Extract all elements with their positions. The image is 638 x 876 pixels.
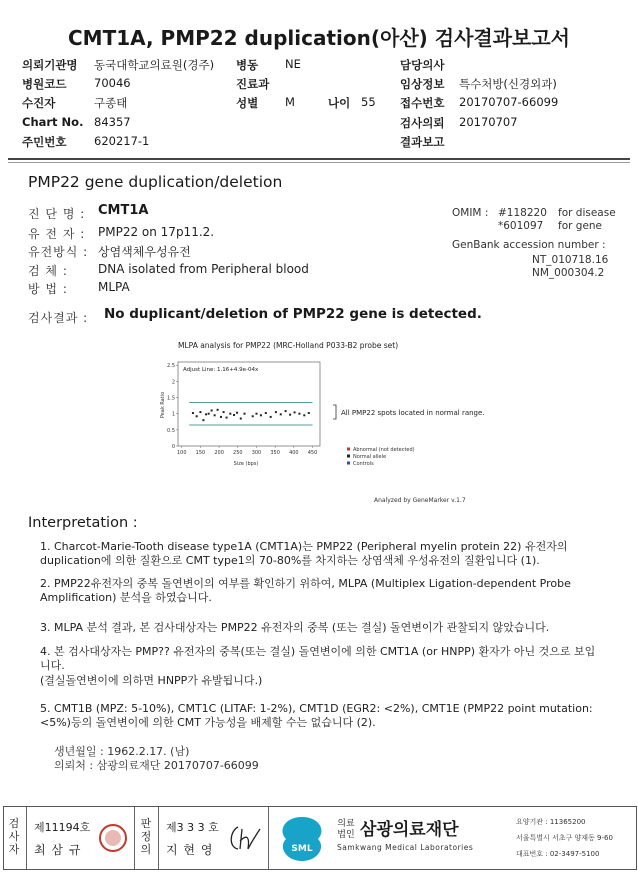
section-title: PMP22 gene duplication/deletion	[28, 173, 283, 191]
hospital-code-label: 병원코드	[22, 77, 67, 91]
data-point	[226, 417, 228, 419]
data-point	[214, 414, 216, 416]
y-tick-label: 2.5	[167, 363, 175, 370]
department-label: 진료과	[236, 77, 270, 91]
data-point	[208, 413, 210, 415]
interpretation-p4-note: (결실돌연변이에 의하면 HNPP가 유발됩니다.)	[40, 674, 263, 687]
y-axis-label: Peak Ratio	[160, 391, 166, 419]
sml-logo-text: SML	[291, 844, 313, 854]
omim-label: OMIM :	[452, 207, 489, 219]
omim-id1: #118220	[498, 207, 547, 219]
gene-value: PMP22 on 17p11.2.	[98, 225, 215, 239]
interpretation-p4: 4. 본 검사대상자는 PMP?? 유전자의 중복(또는 결실) 돌연변이에 의한 CMT1A (or HNPP) 환자가 아닌 것으로 보입니다.	[40, 645, 596, 672]
clinical-info-label: 임상정보	[400, 77, 445, 91]
data-point	[280, 413, 282, 415]
data-point	[192, 412, 194, 414]
report-footer	[3, 806, 637, 870]
gene-label: 유 전 자 :	[28, 227, 86, 241]
omim-desc1: for disease	[558, 207, 616, 219]
doctor-label: 담당의사	[400, 58, 445, 72]
resident-no-value: 620217-1	[94, 134, 150, 148]
institution-label: 의뢰기관명	[22, 58, 78, 72]
ward-value: NE	[285, 57, 301, 71]
recipient-value: 구종태	[94, 96, 128, 110]
mlpa-chart	[140, 335, 520, 505]
data-point	[229, 413, 231, 415]
data-point	[217, 409, 219, 411]
sex-value: M	[285, 95, 295, 109]
reviewer-license: 제3 3 3 호	[166, 821, 219, 834]
interpretation-title: Interpretation :	[28, 515, 138, 531]
requester: 의뢰처 : 삼광의료재단 20170707-66099	[54, 759, 259, 772]
chart-no-value: 84357	[94, 115, 131, 129]
legend-label: Normal allele	[353, 454, 387, 460]
org-english-name: Samkwang Medical Laboratories	[337, 843, 474, 852]
data-point	[244, 413, 246, 415]
diagnosis-label: 진 단 명 :	[28, 207, 86, 221]
data-point	[223, 411, 225, 413]
x-axis-label: Size (bps)	[233, 461, 259, 467]
interpretation-p3: 3. MLPA 분석 결과, 본 검사대상자는 PMP22 유전자의 중복 (또는 결실) 돌연변이가 관찰되지 않았습니다.	[40, 621, 550, 634]
recipient-label: 수진자	[22, 96, 56, 110]
institution-code: 요양기관 : 11365200	[516, 818, 586, 826]
org-address: 서울특별시 서초구 양재동 9-60	[516, 834, 613, 842]
inheritance-label: 유전방식 :	[28, 245, 89, 259]
institution-value: 동국대학교의료원(경주)	[94, 58, 215, 72]
data-point	[275, 411, 277, 413]
footer-divider	[158, 807, 159, 869]
specimen-value: DNA isolated from Peripheral blood	[98, 262, 309, 276]
footer-divider	[134, 807, 135, 869]
sex-label: 성별	[236, 96, 259, 110]
data-point	[240, 418, 242, 420]
x-tick-label: 350	[270, 450, 280, 456]
reviewer-label: 판정의	[140, 817, 152, 856]
examiner-seal	[98, 823, 128, 853]
clinical-info-value: 특수처방(신경외과)	[459, 77, 557, 91]
data-point	[308, 412, 310, 414]
bracket	[333, 405, 336, 419]
inheritance-value: 상염색체우성유전	[98, 245, 191, 259]
legend-label: Abnormal (not detected)	[353, 447, 415, 453]
data-point	[285, 410, 287, 412]
chart-title: MLPA analysis for PMP22 (MRC-Holland P033-B2 probe set)	[178, 341, 399, 350]
header-divider	[8, 158, 630, 160]
y-tick-label: 0	[171, 444, 175, 450]
org-type: 의료법인	[337, 819, 355, 840]
legend-swatch	[347, 455, 350, 458]
examiner-name: 최 삼 규	[34, 843, 82, 857]
x-tick-label: 300	[251, 450, 262, 456]
x-tick-label: 250	[233, 450, 243, 456]
omim-desc2: for gene	[558, 220, 603, 232]
chart-legend	[347, 447, 415, 467]
data-point	[252, 415, 254, 417]
request-date-label: 검사의뢰	[400, 116, 445, 130]
data-point	[220, 416, 222, 418]
examiner-label: 검사자	[8, 817, 20, 856]
y-tick-label: 1.5	[167, 395, 175, 402]
genbank-acc2: NM_000304.2	[532, 267, 605, 279]
examiner-license: 제11194호	[34, 821, 91, 834]
data-point	[294, 411, 296, 413]
diagnosis-value: CMT1A	[98, 203, 149, 218]
result-value: No duplicant/deletion of PMP22 gene is detected.	[104, 306, 482, 322]
data-point	[211, 409, 213, 411]
request-date-value: 20170707	[459, 115, 518, 129]
data-point	[303, 414, 305, 416]
interpretation-p1: 1. Charcot-Marie-Tooth disease type1A (CMT1A)는 PMP22 (Peripheral myelin protein 22) 유전자의 duplication에 의한 질환으로 CMT type1의 70-80%를 차지하는 상염색체 우성유전의 질환입니다 (1).	[40, 540, 568, 567]
data-point	[236, 412, 238, 414]
data-point	[199, 411, 201, 413]
genbank-acc1: NT_010718.16	[532, 254, 609, 266]
interpretation-p5: 5. CMT1B (MPZ: 5-10%), CMT1C (LITAF: 1-2%), CMT1D (EGR2: <2%), CMT1E (PMP22 point mutation: <5%)등의 돌연변이에 의한 CMT 가능성을 배제할 수는 없습니다 (2).	[40, 702, 593, 729]
specimen-label: 검 체 :	[28, 264, 68, 278]
data-point	[196, 415, 198, 417]
receipt-no-label: 접수번호	[400, 96, 445, 110]
omim-id2: *601097	[498, 220, 544, 232]
method-value: MLPA	[98, 280, 130, 294]
chart-footer: Analyzed by GeneMarker v.1.7	[374, 497, 466, 504]
data-point	[260, 414, 262, 416]
report-title: CMT1A, PMP22 duplication(아산) 검사결과보고서	[67, 26, 570, 50]
y-tick-label: 2	[171, 379, 175, 386]
chart-annotation: Adjust Line: 1.16+4.9e-04x	[183, 367, 259, 373]
reviewer-name: 지 현 영	[166, 843, 214, 857]
x-tick-label: 450	[307, 450, 318, 456]
x-tick-label: 100	[176, 450, 187, 456]
data-point	[289, 414, 291, 416]
data-point	[270, 416, 272, 418]
legend-swatch	[347, 448, 350, 451]
data-point	[255, 413, 257, 415]
y-tick-label: 0.5	[167, 427, 175, 434]
result-label: 검사결과 :	[28, 311, 89, 325]
birth-date: 생년월일 : 1962.2.17. (남)	[54, 745, 190, 758]
data-point	[205, 413, 207, 415]
footer-divider	[268, 807, 269, 869]
ward-label: 병동	[236, 58, 259, 72]
chart-no-label: Chart No.	[22, 115, 84, 129]
x-ticks	[177, 446, 317, 456]
x-tick-label: 200	[214, 450, 224, 456]
report-label: 결과보고	[400, 135, 445, 149]
footer-divider	[26, 807, 27, 869]
legend-swatch	[347, 462, 350, 465]
y-ticks	[167, 363, 178, 450]
org-phone: 대표번호 : 02-3497-5100	[516, 850, 600, 858]
data-point	[233, 414, 235, 416]
data-point	[298, 413, 300, 415]
x-tick-label: 400	[289, 450, 299, 456]
signature-icon	[226, 821, 262, 855]
y-tick-label: 1	[171, 411, 175, 418]
data-point	[265, 412, 267, 414]
legend-label: Controls	[353, 461, 374, 467]
age-label: 나이	[328, 96, 351, 110]
age-value: 55	[361, 95, 376, 109]
genbank-label: GenBank accession number :	[452, 239, 606, 251]
resident-no-label: 주민번호	[22, 135, 67, 149]
x-tick-label: 150	[195, 450, 206, 456]
hospital-code-value: 70046	[94, 76, 131, 90]
chart-side-note: All PMP22 spots located in normal range.	[341, 409, 485, 417]
plot-frame	[178, 362, 320, 446]
data-point	[202, 419, 204, 421]
receipt-no-value: 20170707-66099	[459, 95, 559, 109]
org-name: 삼광의료재단	[360, 820, 459, 840]
interpretation-p2: 2. PMP22유전자의 중복 돌연변이의 여부를 확인하기 위하여, MLPA (Multiplex Ligation-dependent Probe Amplification) 분석을 하였습니다.	[40, 577, 571, 604]
method-label: 방 법 :	[28, 282, 68, 296]
header-divider-thin	[8, 162, 630, 163]
sml-logo-icon	[274, 813, 330, 865]
